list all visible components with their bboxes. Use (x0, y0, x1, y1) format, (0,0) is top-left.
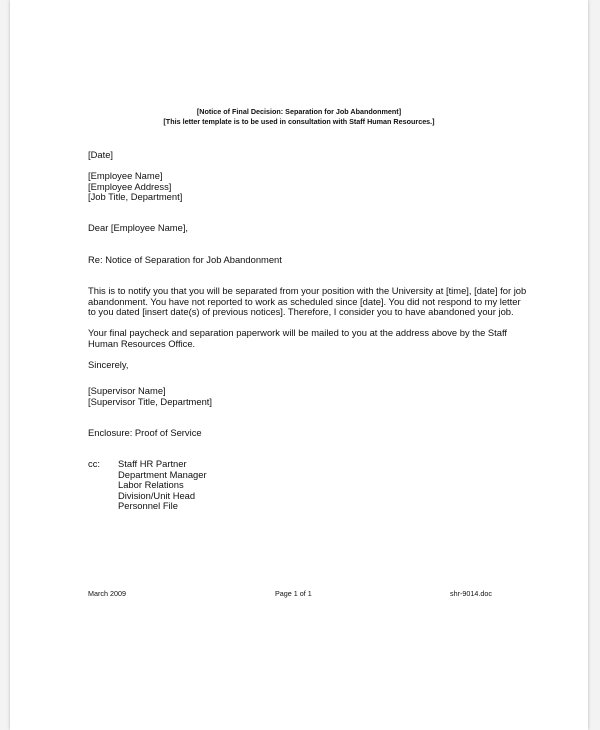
footer-page-number: Page 1 of 1 (275, 589, 312, 598)
paragraph-1-line-2: abandonment. You have not reported to work as scheduled since [date]. You did not respond to my letter (88, 295, 521, 307)
employee-name: [Employee Name] (88, 170, 163, 181)
employee-address: [Employee Address] (88, 180, 172, 192)
document-page (10, 0, 588, 730)
enclosure: Enclosure: Proof of Service (88, 427, 202, 438)
supervisor-name: [Supervisor Name] (88, 385, 166, 396)
document-subtitle: [This letter template is to be used in consultation with Staff Human Resources.] (163, 117, 435, 126)
cc-item: Department Manager (118, 468, 207, 480)
employee-job-title: [Job Title, Department] (88, 191, 183, 203)
cc-item: Labor Relations (118, 479, 184, 491)
cc-label: cc: (88, 458, 100, 469)
document-title: [Notice of Final Decision: Separation for Job Abandonment] (196, 107, 402, 116)
closing: Sincerely, (88, 359, 129, 370)
cc-item: Staff HR Partner (118, 458, 187, 469)
paragraph-1-line-1: This is to notify you that you will be separated from your position with the University at [time], [date] for job (88, 285, 527, 296)
paragraph-1-line-3: to you dated [insert date(s) of previous notices]. Therefore, I consider you to have abandoned your job. (88, 306, 514, 318)
re-line: Re: Notice of Separation for Job Abandonment (88, 254, 282, 265)
footer-date: March 2009 (88, 589, 126, 598)
paragraph-2-line-2: Human Resources Office. (88, 337, 196, 349)
letter-date: [Date] (88, 149, 114, 160)
footer-filename: shr-9014.doc (450, 589, 492, 598)
paragraph-2-line-1: Your final paycheck and separation paperwork will be mailed to you at the address above by the Staff (88, 327, 508, 338)
cc-item: Personnel File (118, 500, 178, 512)
salutation: Dear [Employee Name], (88, 222, 189, 233)
supervisor-title: [Supervisor Title, Department] (88, 395, 213, 407)
cc-item: Division/Unit Head (118, 489, 196, 501)
